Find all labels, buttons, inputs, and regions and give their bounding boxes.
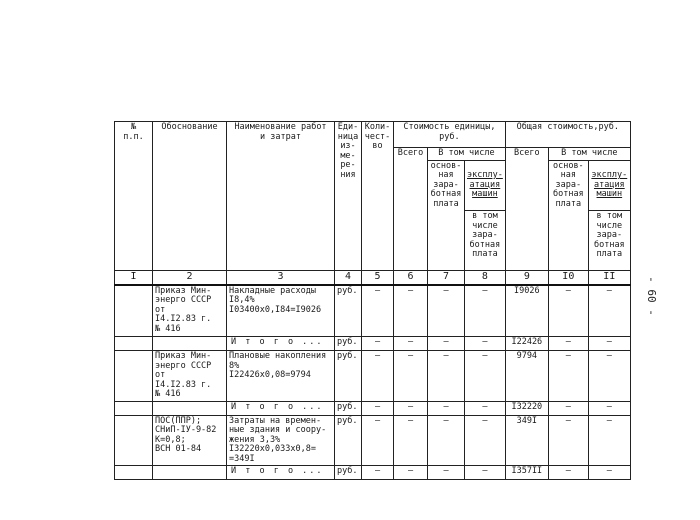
header-unit: Еди- ница из- ме- ре- ния xyxy=(335,122,362,271)
cell-basis xyxy=(153,401,227,415)
cell-total-all: I357II xyxy=(505,466,548,480)
cell-total-wage: – xyxy=(548,466,588,480)
cell-num xyxy=(115,415,153,466)
cell-basis: ПОС(ППР); СНиП-IУ-9-82 К=0,8; ВСН 01-84 xyxy=(153,415,227,466)
cell-unit: руб. xyxy=(335,415,362,466)
cell-unit-machine: – xyxy=(465,351,506,402)
cell-qty: – xyxy=(362,415,394,466)
header-total-machine xyxy=(588,160,630,271)
cell-unit-machine: – xyxy=(465,466,506,480)
total-row xyxy=(115,466,631,480)
cell-unit: руб. xyxy=(335,285,362,337)
cell-unit: руб. xyxy=(335,351,362,402)
cell-total-all: 349I xyxy=(505,415,548,466)
cell-qty: – xyxy=(362,466,394,480)
cell-total-machine: – xyxy=(588,401,630,415)
cell-total-wage: – xyxy=(548,401,588,415)
total-label: И т о г о ... xyxy=(227,466,335,480)
cell-basis: Приказ Мин- энерго СССР от I4.I2.83 г. № 416 xyxy=(153,285,227,337)
cell-qty: – xyxy=(362,285,394,337)
cell-unit-all: – xyxy=(394,337,428,351)
cell-unit-all: – xyxy=(394,415,428,466)
cell-unit-machine: – xyxy=(465,401,506,415)
cell-qty: – xyxy=(362,351,394,402)
cell-num xyxy=(115,466,153,480)
header-incl-wage: в том числе зара- ботная плата xyxy=(589,210,630,260)
cell-total-machine: – xyxy=(588,337,630,351)
cell-unit-wage: – xyxy=(428,337,465,351)
cell-total-machine: – xyxy=(588,351,630,402)
cell-total-machine: – xyxy=(588,415,630,466)
header-total-cost: Общая стоимость,руб. xyxy=(505,122,630,148)
column-number: 4 xyxy=(335,271,362,285)
cell-qty: – xyxy=(362,401,394,415)
page-number: - 60 - xyxy=(645,276,658,316)
cell-total-wage: – xyxy=(548,351,588,402)
header-machine-op: эксплу- атация машин xyxy=(467,170,503,199)
header-name: Наименование работ и затрат xyxy=(227,122,335,271)
cell-total-wage: – xyxy=(548,337,588,351)
table-row xyxy=(115,285,631,337)
cell-name: Затраты на времен- ные здания и соору- жения 3,3% I32220x0,033x0,8= =349I xyxy=(227,415,335,466)
header-qty: Коли- чест- во xyxy=(362,122,394,271)
cell-unit-all: – xyxy=(394,285,428,337)
total-row xyxy=(115,401,631,415)
cell-total-all: I22426 xyxy=(505,337,548,351)
cell-qty: – xyxy=(362,337,394,351)
header-total-all: Всего xyxy=(505,148,548,271)
cell-unit-all: – xyxy=(394,351,428,402)
column-number: 9 xyxy=(505,271,548,285)
total-label: И т о г о ... xyxy=(227,337,335,351)
cell-num xyxy=(115,351,153,402)
cell-total-all: 9794 xyxy=(505,351,548,402)
table-row xyxy=(115,415,631,466)
cell-unit-wage: – xyxy=(428,415,465,466)
table-row xyxy=(115,351,631,402)
total-row xyxy=(115,337,631,351)
cell-total-all: I9026 xyxy=(505,285,548,337)
column-number: I xyxy=(115,271,153,285)
header-basis: Обоснование xyxy=(153,122,227,271)
cell-name: Накладные расходы I8,4% I03400x0,I84=I9026 xyxy=(227,285,335,337)
header-total-base-wage: основ- ная зара- ботная плата xyxy=(548,160,588,271)
header-machine-op: эксплу- атация машин xyxy=(591,170,628,199)
cell-unit: руб. xyxy=(335,401,362,415)
column-number: 8 xyxy=(465,271,506,285)
header-unit-cost: Стоимость единицы, руб. xyxy=(394,122,506,148)
cell-basis xyxy=(153,337,227,351)
column-number: 2 xyxy=(153,271,227,285)
cell-unit-machine: – xyxy=(465,285,506,337)
cell-basis xyxy=(153,466,227,480)
column-number: 3 xyxy=(227,271,335,285)
total-label: И т о г о ... xyxy=(227,401,335,415)
cell-unit-all: – xyxy=(394,466,428,480)
cell-unit: руб. xyxy=(335,337,362,351)
column-number: 6 xyxy=(394,271,428,285)
cell-num xyxy=(115,337,153,351)
header-unit-all: Всего xyxy=(394,148,428,271)
column-number: II xyxy=(588,271,630,285)
header-incl-wage: в том числе зара- ботная плата xyxy=(465,210,505,260)
cell-num xyxy=(115,285,153,337)
column-number-row xyxy=(115,271,631,285)
cell-unit-all: – xyxy=(394,401,428,415)
column-number: 5 xyxy=(362,271,394,285)
header-total-incl: В том числе xyxy=(548,148,630,161)
cell-unit-machine: – xyxy=(465,337,506,351)
cell-num xyxy=(115,401,153,415)
cell-unit-machine: – xyxy=(465,415,506,466)
column-number: 7 xyxy=(428,271,465,285)
header-unit-machine xyxy=(465,160,506,271)
cell-unit-wage: – xyxy=(428,466,465,480)
cell-unit-wage: – xyxy=(428,285,465,337)
estimate-table xyxy=(114,121,631,480)
header-num: № п.п. xyxy=(115,122,153,271)
cell-total-machine: – xyxy=(588,466,630,480)
cell-unit-wage: – xyxy=(428,401,465,415)
cell-name: Плановые накопления 8% I22426x0,08=9794 xyxy=(227,351,335,402)
header-unit-base-wage: основ- ная зара- ботная плата xyxy=(428,160,465,271)
header-unit-incl: В том числе xyxy=(428,148,506,161)
column-number: I0 xyxy=(548,271,588,285)
cell-basis: Приказ Мин- энерго СССР от I4.I2.83 г. № 416 xyxy=(153,351,227,402)
cell-unit-wage: – xyxy=(428,351,465,402)
cell-total-machine: – xyxy=(588,285,630,337)
cell-total-wage: – xyxy=(548,285,588,337)
cell-total-all: I32220 xyxy=(505,401,548,415)
cell-unit: руб. xyxy=(335,466,362,480)
cell-total-wage: – xyxy=(548,415,588,466)
